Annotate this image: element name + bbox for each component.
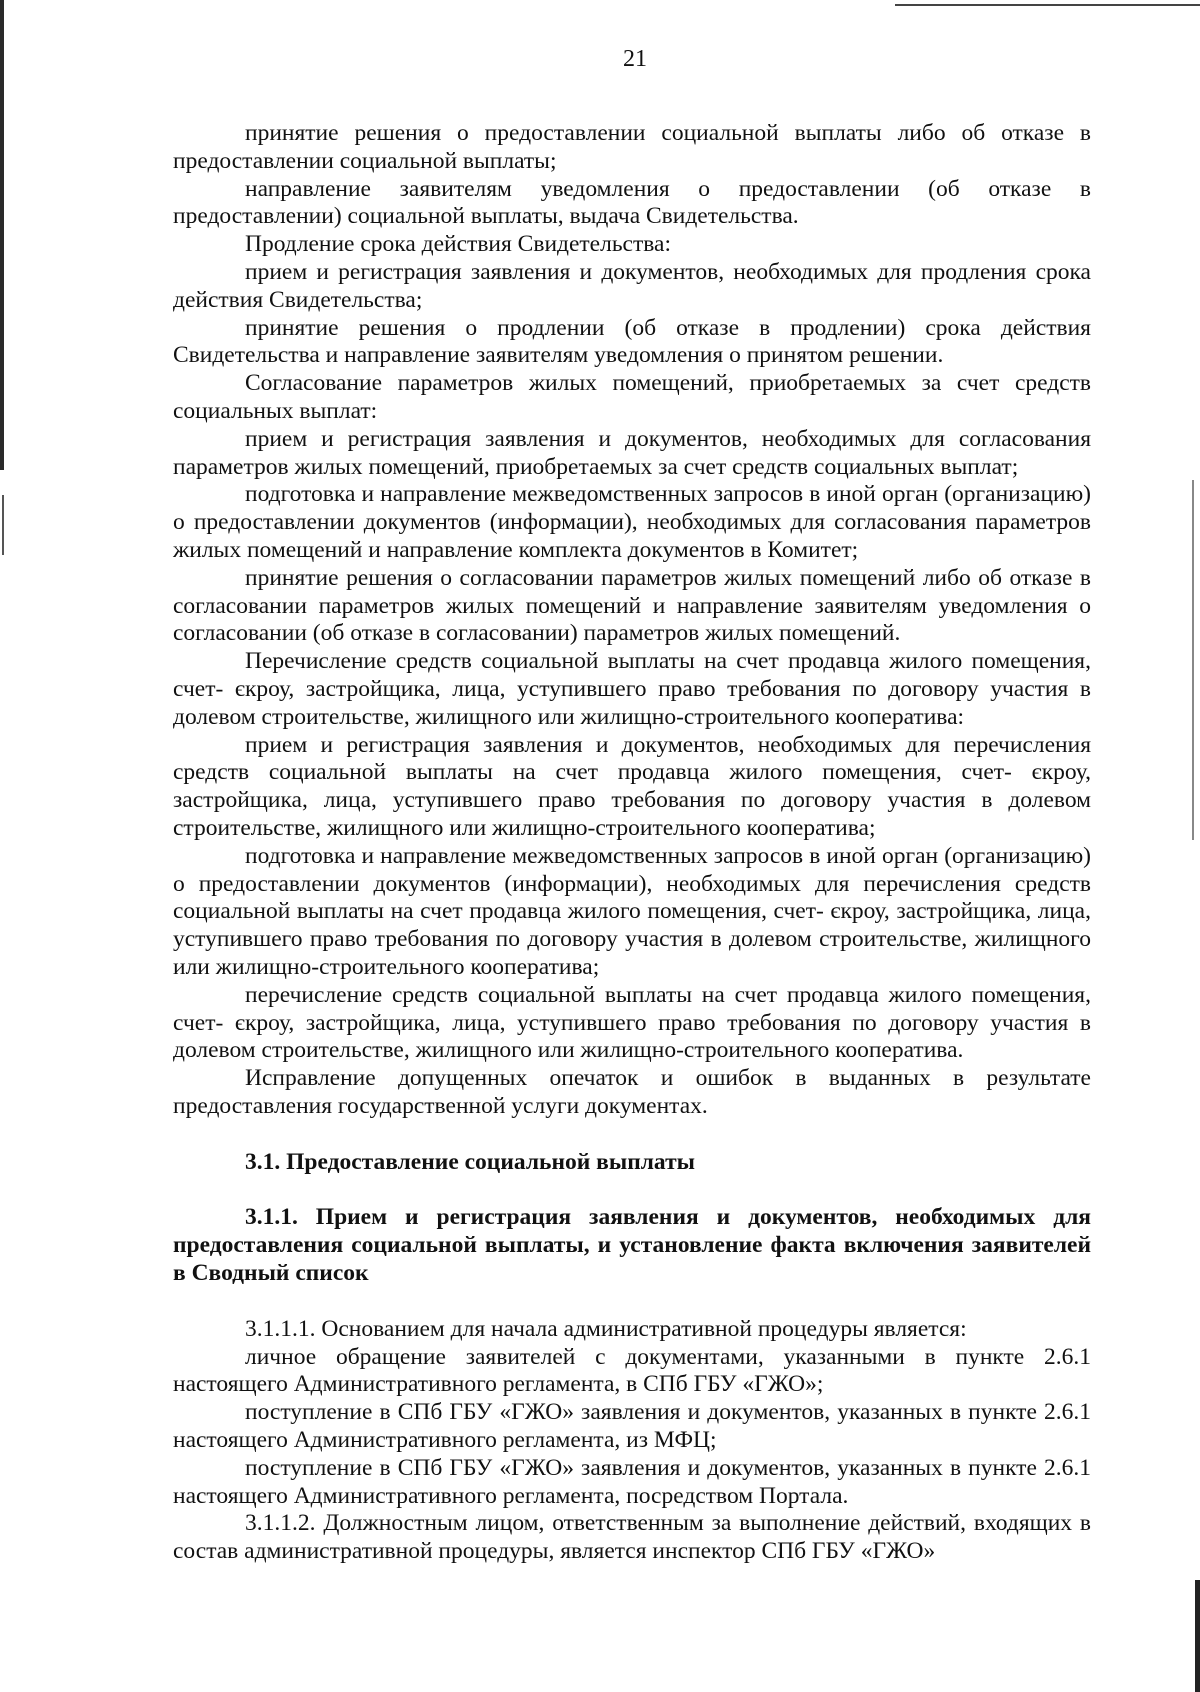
page-number: 21	[623, 46, 647, 72]
scan-edge-top	[895, 4, 1200, 6]
paragraph: прием и регистрация заявления и документов, необходимых для согласования параметров жилых помещений, приобретаемых за счет средств социальных выплат;	[173, 425, 1091, 480]
document-body	[173, 120, 1091, 1566]
paragraph: направление заявителям уведомления о предоставлении (об отказе в предоставлении) социальной выплаты, выдача Свидетельства.	[173, 175, 1091, 230]
paragraph: 3.1.1.2. Должностным лицом, ответственным за выполнение действий, входящих в состав административной процедуры, является инспектор СПб ГБУ «ГЖО»	[173, 1510, 1091, 1565]
paragraph: 3.1.1.1. Основанием для начала административной процедуры является:	[245, 1315, 967, 1342]
paragraph: принятие решения о согласовании параметров жилых помещений либо об отказе в согласовании параметров жилых помещений и направление заявителям уведомления о согласовании (об отказе в согласовании) параметров жилых помещений.	[173, 564, 1091, 647]
paragraph: Согласование параметров жилых помещений, приобретаемых за счет средств социальных выплат:	[173, 370, 1091, 424]
subsection-heading: 3.1.1. Прием и регистрация заявления и документов, необходимых для предоставления социальной выплаты, и установление факта включения заявителей в Сводный список	[173, 1204, 1091, 1287]
paragraph: принятие решения о предоставлении социальной выплаты либо об отказе в предоставлении социальной выплаты;	[173, 120, 1091, 174]
paragraph: прием и регистрация заявления и документов, необходимых для продления срока действия Свидетельства;	[173, 258, 1091, 313]
paragraph: Продление срока действия Свидетельства:	[245, 231, 672, 258]
scan-edge-left-mark	[2, 495, 4, 555]
paragraph: поступление в СПб ГБУ «ГЖО» заявления и документов, указанных в пункте 2.6.1 настоящего Административного регламента, из МФЦ;	[173, 1399, 1091, 1454]
section-heading: 3.1. Предоставление социальной выплаты	[245, 1148, 695, 1175]
paragraph: Исправление допущенных опечаток и ошибок в выданных в результате предоставления государственной услуги документах.	[173, 1065, 1091, 1119]
scan-edge-right-mark	[1192, 480, 1194, 840]
scan-edge-right	[1195, 1580, 1200, 1692]
paragraph: подготовка и направление межведомственных запросов в иной орган (организацию) о предоставлении документов (информации), необходимых для согласования параметров жилых помещений и направление комплекта документов в Комитет;	[173, 481, 1091, 563]
paragraph: личное обращение заявителей с документами, указанными в пункте 2.6.1 настоящего Административного регламента, в СПб ГБУ «ГЖО»;	[173, 1343, 1091, 1398]
paragraph: принятие решения о продлении (об отказе в продлении) срока действия Свидетельства и направление заявителям уведомления о принятом решении.	[173, 314, 1091, 369]
paragraph: перечисление средств социальной выплаты на счет продавца жилого помещения, счет- єкроу, застройщика, лица, уступившего право требования по договору участия в долевом строительстве, жилищного или жилищно-строительного кооператива.	[173, 981, 1091, 1064]
paragraph: подготовка и направление межведомственных запросов в иной орган (организацию) о предоставлении документов (информации), необходимых для перечисления средств социальной выплаты на счет продавца жилого помещения, счет- єкроу, застройщика, лица, уступившего право требования по договору участия в долевом строительстве, жилищного или жилищно-строительного кооператива;	[173, 842, 1091, 980]
paragraph: поступление в СПб ГБУ «ГЖО» заявления и документов, указанных в пункте 2.6.1 настоящего Административного регламента, посредством Портала.	[173, 1454, 1091, 1509]
paragraph: Перечисление средств социальной выплаты на счет продавца жилого помещения, счет- єкроу, застройщика, лица, уступившего право требования по договору участия в долевом строительстве, жилищного или жилищно-строительного кооператива:	[173, 648, 1091, 730]
paragraph: прием и регистрация заявления и документов, необходимых для перечисления средств социальной выплаты на счет продавца жилого помещения, счет- єкроу, застройщика, лица, уступившего право требования по договору участия в долевом строительстве, жилищного или жилищно-строительного кооператива;	[173, 731, 1091, 841]
